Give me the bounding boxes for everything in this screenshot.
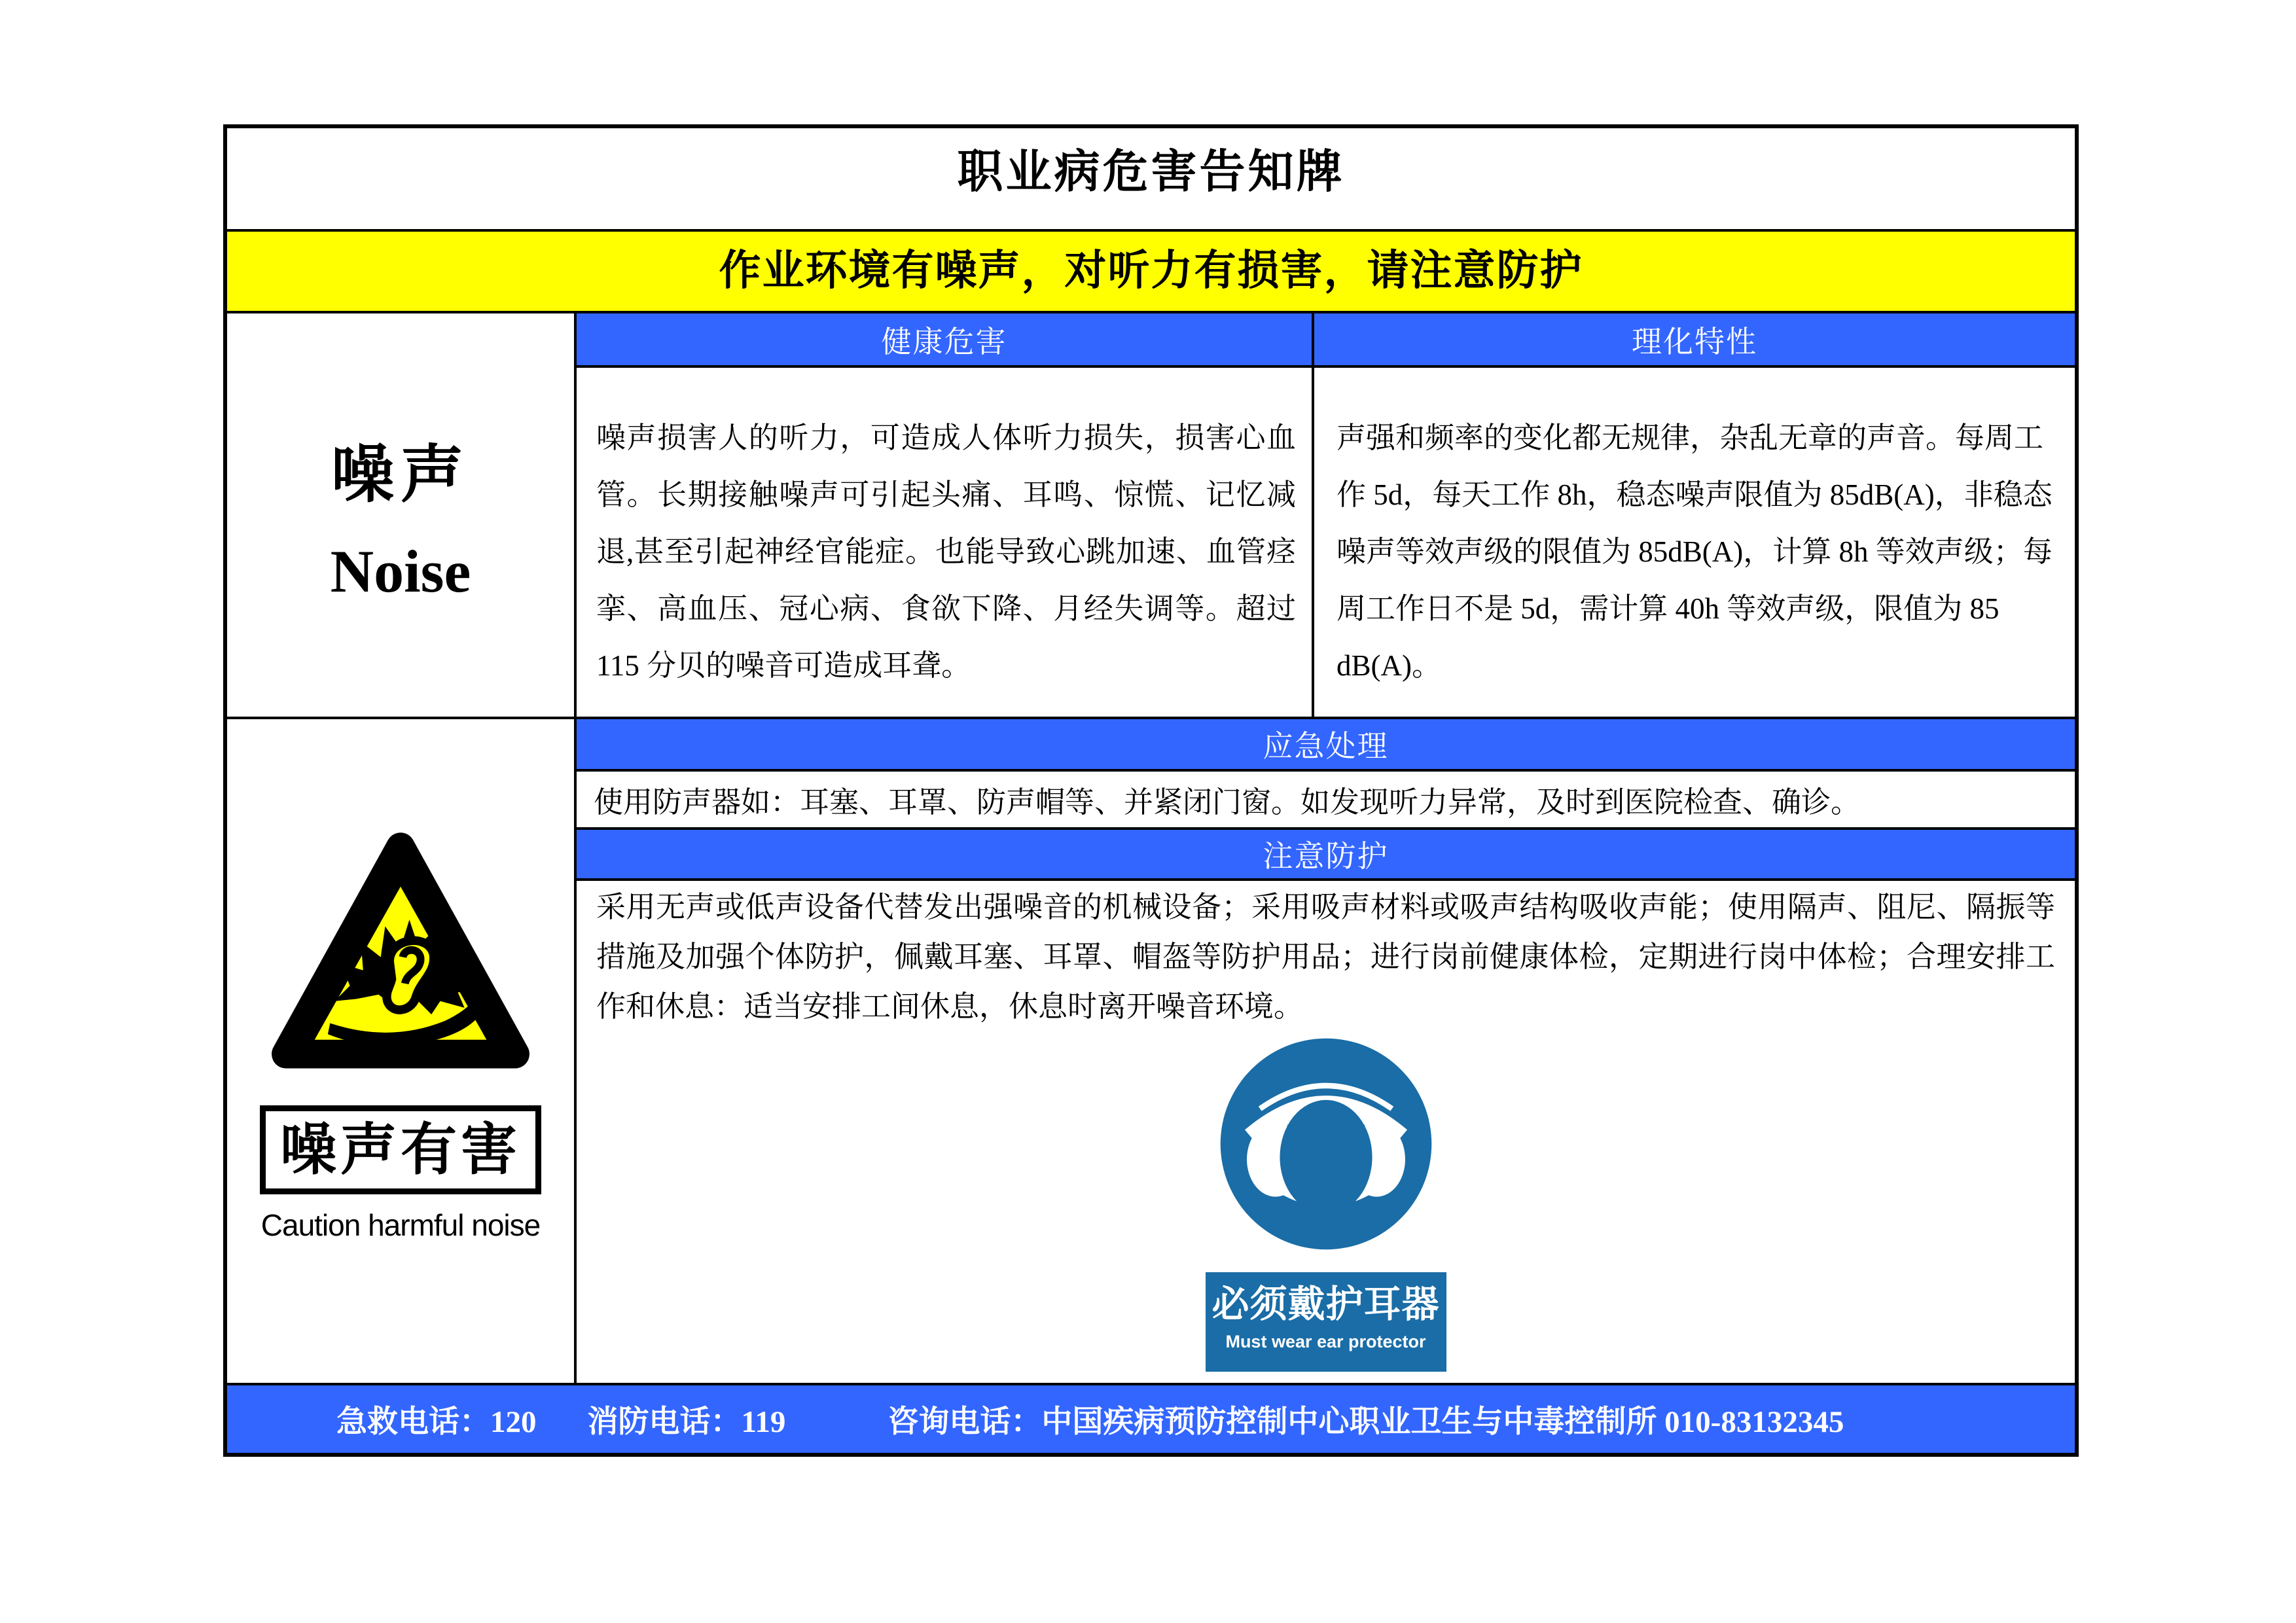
health-hazard-text: 噪声损害人的听力，可造成人体听力损失，损害心血管。长期接触噪声可引起头痛、耳鸣、惊慌、记忆减退,甚至引起神经官能症。也能导致心跳加速、血管痉挛、高血压、冠心病、食欲下降、月经失调等。超过 115 分贝的噪音可造成耳聋。 — [596, 421, 1296, 682]
noise-hazard-triangle-icon — [268, 824, 533, 1073]
warning-banner — [226, 230, 2076, 312]
hazard-name-en: Noise — [330, 537, 471, 605]
ear-protector-icon — [1216, 1034, 1436, 1254]
warning-label-en: Caution harmful noise — [260, 1208, 541, 1242]
warning-sign-cell — [226, 718, 575, 1384]
page-title: 职业病危害告知牌 — [957, 147, 1345, 198]
health-hazard-header: 健康危害 — [575, 312, 1313, 366]
fire-phone-number: 119 — [741, 1405, 786, 1439]
fire-phone-label: 消防电话： — [587, 1405, 742, 1439]
emergency-phone-label: 急救电话： — [336, 1405, 490, 1439]
emergency-phone-number: 120 — [490, 1405, 537, 1439]
mandatory-sign-label — [1206, 1272, 1446, 1372]
physchem-body — [1313, 366, 2076, 718]
consult-phone-label: 咨询电话： — [888, 1405, 1042, 1439]
health-hazard-body — [575, 366, 1313, 718]
physchem-text: 声强和频率的变化都无规律，杂乱无章的声音。每周工作 5d，每天工作 8h，稳态噪声限值为 85dB(A)，非稳态噪声等效声级的限值为 85dB(A)，计算 8h 等效声级；每周工作日不是 5d，需计算 40h 等效声级，限值为 85 dB(A)。 — [1336, 421, 2053, 682]
emergency-body — [575, 770, 2076, 829]
mandatory-label-en: Must wear ear protector — [1225, 1332, 1426, 1351]
consult-phone — [888, 1397, 1844, 1441]
warning-banner-text: 作业环境有噪声，对听力有损害，请注意防护 — [719, 247, 1583, 294]
emergency-phone — [336, 1397, 537, 1441]
fire-phone — [588, 1397, 786, 1441]
mandatory-sign — [1206, 1034, 1446, 1372]
protection-header: 注意防护 — [575, 829, 2076, 880]
protection-text: 采用无声或低声设备代替发出强噪音的机械设备；采用吸声材料或吸声结构吸收声能；使用隔声、阻尼、隔振等措施及加强个体防护，佩戴耳塞、耳罩、帽盔等防护用品；进行岗前健康体检，定期进行岗中体检；合理安排工作和休息：适当安排工间休息，休息时离开噪音环境。 — [596, 891, 2055, 1023]
warning-label-cn: 噪声有害 — [280, 1118, 521, 1181]
hazard-name-cn: 噪声 — [331, 439, 470, 510]
emergency-text: 使用防声器如：耳塞、耳罩、防声帽等、并紧闭门窗。如发现听力异常，及时到医院检查、确诊。 — [594, 786, 1861, 819]
emergency-header: 应急处理 — [575, 718, 2076, 770]
title-row — [226, 127, 2076, 230]
mandatory-label-cn: 必须戴护耳器 — [1211, 1283, 1440, 1325]
warning-label-box — [260, 1105, 541, 1194]
hazard-name-cell — [226, 312, 575, 718]
physchem-header: 理化特性 — [1313, 312, 2076, 366]
phone-footer — [226, 1384, 2076, 1454]
protection-body — [575, 880, 2076, 1384]
notice-board — [223, 124, 2079, 1457]
consult-phone-text: 中国疾病预防控制中心职业卫生与中毒控制所 010-83132345 — [1041, 1405, 1844, 1439]
